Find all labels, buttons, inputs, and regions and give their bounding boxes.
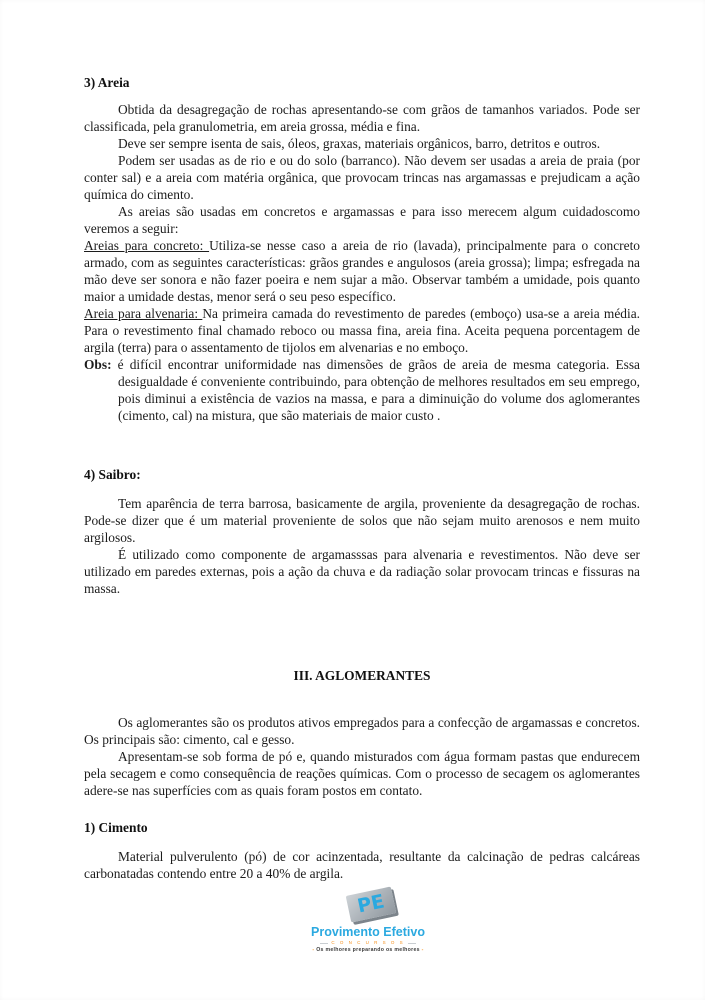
paragraph-deve: Deve ser sempre isenta de sais, óleos, graxas, materiais orgânicos, barro, detritos e outros. xyxy=(118,136,601,151)
obs-run-in-label: Obs: xyxy=(84,357,112,372)
logo-brand-name: Provimento Efetivo xyxy=(311,925,425,939)
tagline-right-tick: - xyxy=(421,947,424,953)
paragraph-apresentam-se: Apresentam-se sob forma de pó e, quando misturados com água formam pastas que endurecem pela secagem e como consequência de reações químicas. Com o processo de secagem os aglomerantes adere-se nas superfícies com as quais foram postos em contato. xyxy=(84,749,640,798)
section-heading-areia: 3) Areia xyxy=(84,75,130,90)
chapter-heading-aglomerantes: III. AGLOMERANTES xyxy=(293,668,431,683)
logo-category-row xyxy=(320,940,416,946)
section-heading-saibro: 4) Saibro: xyxy=(84,467,141,482)
logo-category-text: C O N C U R S O S xyxy=(331,940,405,945)
paragraph-areia-alvenaria xyxy=(84,305,640,356)
paragraph-e-utilizado: É utilizado como componente de argamasssas para alvenaria e revestimentos. Não deve ser utilizado em paredes externas, pois a ação da chuva e da radiação solar provocam trincas e fissuras na massa. xyxy=(84,547,640,596)
logo-left-rule xyxy=(320,943,328,944)
paragraph-obs xyxy=(84,356,640,424)
paragraph-tem-aparencia: Tem aparência de terra barrosa, basicamente de argila, proveniente da desagregação de rochas. Pode-se dizer que é um material proveniente de solos que não sejam muito arenosos e nem muito argilosos. xyxy=(84,496,640,545)
paragraph-podem: Podem ser usadas as de rio e ou do solo (barranco). Não devem ser usadas a areia de praia (por conter sal) e a areia com matéria orgânica, que provocam trincas nas argamassas e prejudicam a ação química do cimento. xyxy=(84,153,640,202)
tagline-left-tick: - xyxy=(312,947,315,953)
paragraph-as-areias: As areias são usadas em concretos e argamassas e para isso merecem algum cuidadoscomo veremos a seguir: xyxy=(84,204,640,236)
pe-cube-icon xyxy=(346,887,397,923)
provimento-efetivo-logo xyxy=(311,890,425,954)
areias-concreto-text: Utiliza-se nesse caso a areia de rio (lavada), principalmente para o concreto armado, com as seguintes características: grãos grandes e angulosos (areia grossa); limpa; esfregada na mão deve ser sonora e não fazer poeira e nem sujar a mão. Observar também a umidade, pois quanto maior a umidade destas, menor será o seu peso específico. xyxy=(84,238,640,304)
logo-tagline xyxy=(312,947,423,954)
areia-alvenaria-text: Na primeira camada do revestimento de paredes (emboço) usa-se a areia média. Para o revestimento final chamado reboco ou massa fina, areia fina. Aceita pequena porcentagem de argila (terra) para o assentamento de tijolos em alvenarias e no emboço. xyxy=(84,306,640,355)
paragraph-os-aglomerantes: Os aglomerantes são os produtos ativos empregados para a confecção de argamassas e concretos. Os principais são: cimento, cal e gesso. xyxy=(84,715,640,747)
areias-concreto-run-in-label: Areias para concreto: xyxy=(84,238,210,253)
obs-text: é difícil encontrar uniformidade nas dimensões de grãos de areia de mesma categoria. Essa desigualdade é conveniente contribuindo, para obtenção de melhores resultados em seu emprego, pois diminui a existência de vazios na massa, e para a diminuição do volume dos aglomerantes (cimento, cal) na mistura, que são materiais de maior custo . xyxy=(111,357,640,423)
paragraph-material-pulverulento: Material pulverulento (pó) de cor acinzentada, resultante da calcinação de pedras calcáreas carbonatadas contendo entre 20 a 40% de argila. xyxy=(84,849,640,881)
logo-right-rule xyxy=(408,943,416,944)
areia-alvenaria-run-in-label: Areia para alvenaria: xyxy=(84,306,203,321)
document-body xyxy=(84,74,640,882)
paragraph-areias-concreto xyxy=(84,237,640,305)
section-heading-cimento: 1) Cimento xyxy=(84,820,148,835)
paragraph-obtida: Obtida da desagregação de rochas apresentando-se com grãos de tamanhos variados. Pode ser classificada, pela granulometria, em areia grossa, média e fina. xyxy=(84,102,640,134)
logo-tagline-text: Os melhores preparando os melhores xyxy=(316,947,420,953)
pe-icon-letters: PE xyxy=(355,890,387,918)
